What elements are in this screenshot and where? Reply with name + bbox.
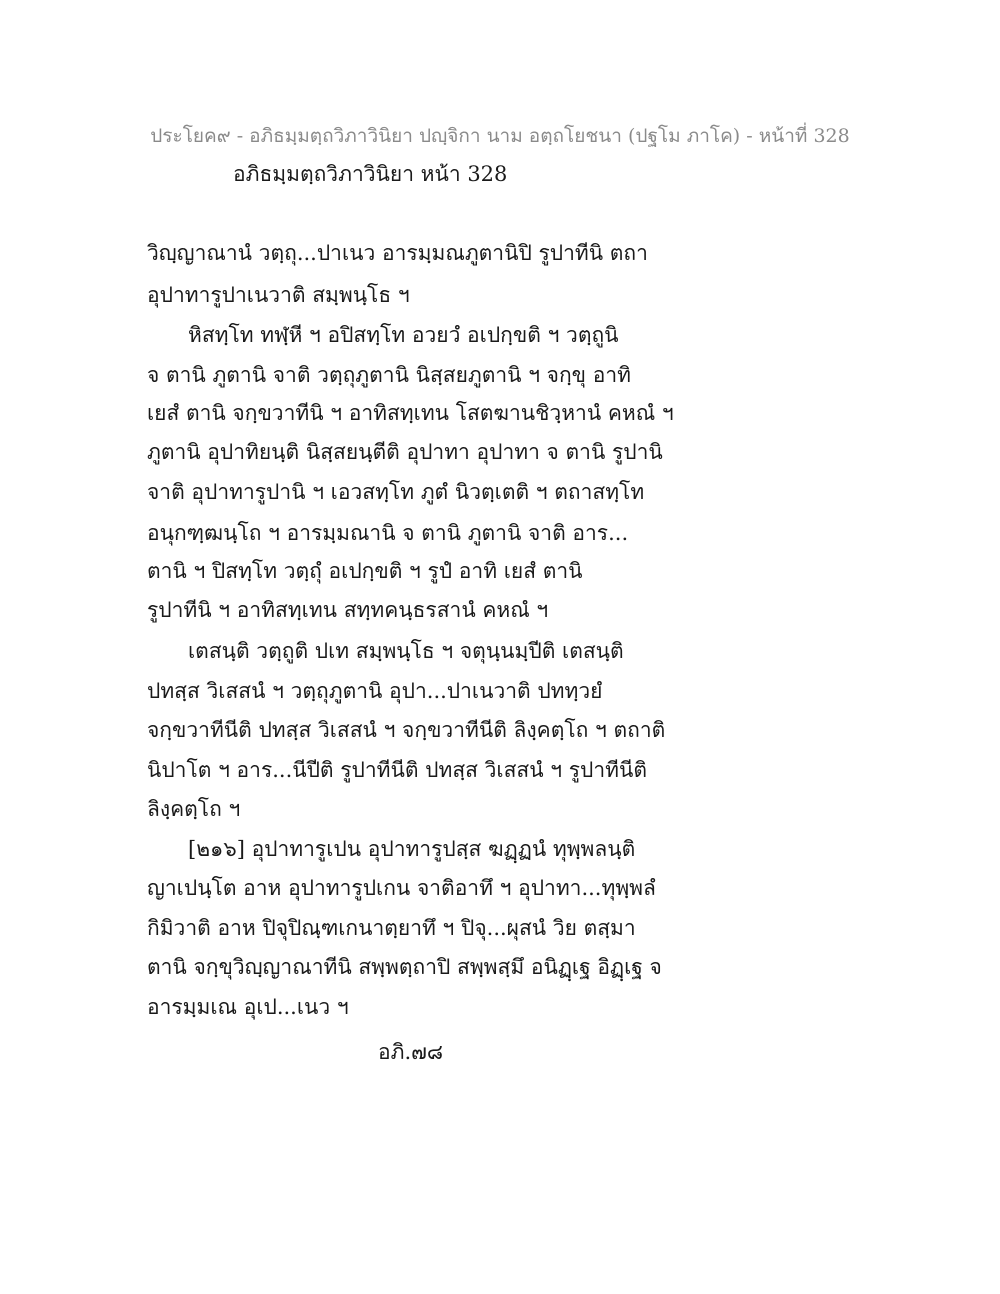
text-line: ภูตานิ อุปาทิยนฺติ นิสฺสยนฺตีติ อุปาทา อุปาทา จ ตานิ รูปานิ xyxy=(147,440,663,464)
text-line: กิมิวาติ อาห ปิจุปิณฺฑเกนาตฺยาทึ ฯ ปิจุ...ผุสนํ วิย ตสฺมา xyxy=(147,916,636,940)
text-line: จาติ อุปาทารูปานิ ฯ เอวสทฺโท ภูตํ นิวตฺเตติ ฯ ตถาสทฺโท xyxy=(147,480,645,504)
text-line: ตานิ จกฺขุวิญฺญาณาทีนิ สพฺพตฺถาปิ สพฺพสฺมึ อนิฏฺเฐ อิฏฺเฐ จ xyxy=(147,955,662,979)
text-line: เตสนฺติ วตฺถูติ ปเท สมฺพนฺโธ ฯ จตุนฺนมฺปีติ เตสนฺติ xyxy=(188,639,624,663)
text-line: ตานิ ฯ ปิสทฺโท วตฺถุํ อเปกฺขติ ฯ รูปํ อาทิ เยสํ ตานิ xyxy=(147,559,583,583)
footer-reference: อภิ.๗๘ xyxy=(378,1040,444,1064)
text-line: นิปาโต ฯ อาร...นีปีติ รูปาทีนีติ ปทสฺส วิเสสนํ ฯ รูปาทีนีติ xyxy=(147,758,647,782)
text-line: หิสทฺโท ทฬฺหี ฯ อปิสทฺโท อวยวํ อเปกฺขติ ฯ วตฺถูนิ xyxy=(188,323,619,347)
text-line: [๒๑๖] อุปาทารูเปน อุปาทารูปสฺส ฆฏฺฏนํ ทุพฺพลนฺติ xyxy=(188,837,636,861)
text-line: จกฺขวาทีนีติ ปทสฺส วิเสสนํ ฯ จกฺขวาทีนีติ ลิงฺคตฺโถ ฯ ตถาติ xyxy=(147,718,666,742)
text-line: ปทสฺส วิเสสนํ ฯ วตฺถุภูตานิ อุปา...ปาเนวาติ ปททฺวยํ xyxy=(147,679,603,703)
text-line: อารมฺมเณ อุเป...เนว ฯ xyxy=(147,995,349,1019)
text-line: เยสํ ตานิ จกฺขวาทีนิ ฯ อาทิสทฺเทน โสตฆานชิวฺหานํ คหณํ ฯ xyxy=(147,401,674,425)
text-line: อนุกฑฺฒนฺโถ ฯ อารมฺมณานิ จ ตานิ ภูตานิ จาติ อาร... xyxy=(147,521,629,545)
text-line: จ ตานิ ภูตานิ จาติ วตฺถุภูตานิ นิสฺสยภูตานิ ฯ จกฺขุ อาทิ xyxy=(147,363,631,387)
book-title: อภิธมฺมตฺถวิภาวินิยา หน้า 328 xyxy=(233,162,508,186)
text-line: อุปาทารูปาเนวาติ สมฺพนฺโธ ฯ xyxy=(147,283,410,307)
running-title: ประโยค๙ - อภิธมฺมตฺถวิภาวินิยา ปญฺจิกา นาม อตฺถโยชนา (ปฐโม ภาโค) - หน้าที่ 328 xyxy=(150,125,850,147)
text-line: วิญฺญาณานํ วตฺถุ...ปาเนว อารมฺมณภูตานิปิ รูปาทีนิ ตถา xyxy=(147,241,648,265)
text-line: ญาเปนฺโต อาห อุปาทารูปเกน จาติอาทึ ฯ อุปาทา...ทุพฺพลํ xyxy=(147,876,656,900)
text-line: ลิงฺคตฺโถ ฯ xyxy=(147,797,241,821)
text-line: รูปาทีนิ ฯ อาทิสทฺเทน สทฺทคนฺธรสานํ คหณํ ฯ xyxy=(147,598,549,622)
